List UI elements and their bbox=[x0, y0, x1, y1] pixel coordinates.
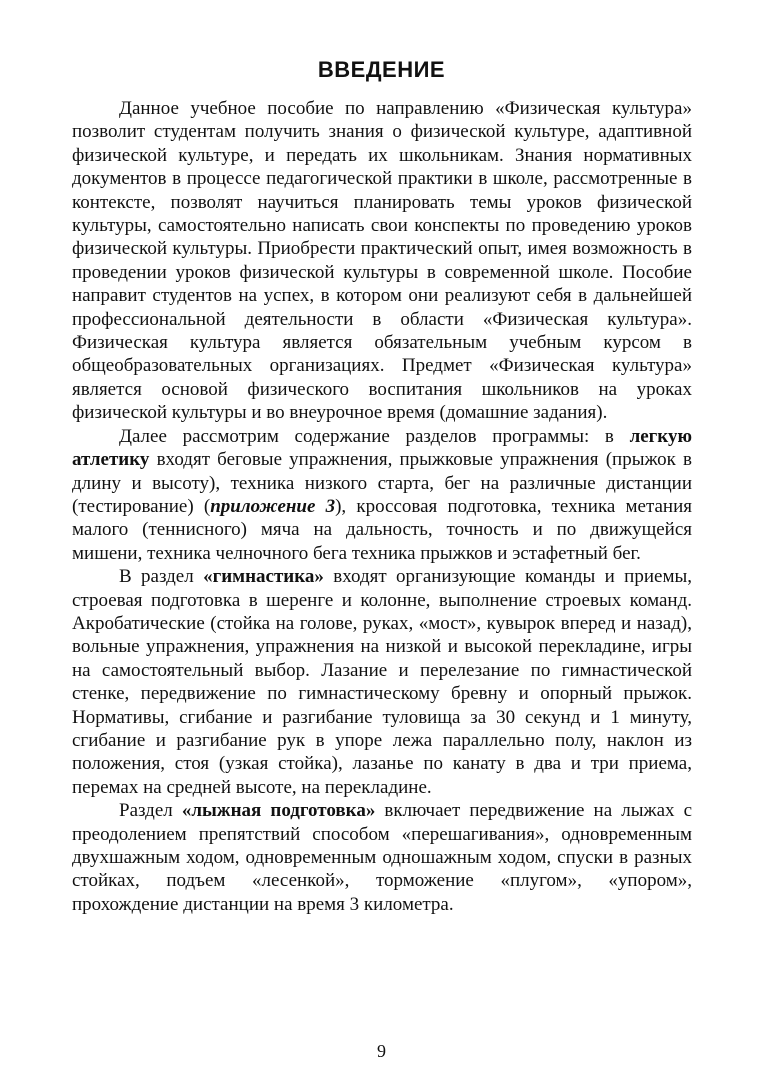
page-number: 9 bbox=[377, 1041, 386, 1061]
term-gymnastics: «гимнастика» bbox=[203, 566, 324, 588]
paragraph-intro bbox=[72, 97, 692, 425]
page-title: ВВЕДЕНИЕ bbox=[317, 57, 446, 82]
paragraph-gymnastics bbox=[72, 565, 692, 799]
paragraph-text: входят организующие команды и приемы, строевая подготовка в шеренге и колонне, выполнение строевых команд. Акробатические (стойка на голове, руках, «мост», кувырок вперед и назад), вольные упражнения, упражнения на низкой и высокой перекладине, игры на самостоятельный выбор. Лазание и перелезание по гимнастической стенке, передвижение по гимнастическому бревну и опорный прыжок. Нормативы, сгибание и разгибание туловища за 30 секунд и 1 минуту, сгибание и разгибание рук в упоре лежа параллельно полу, наклон из положения, стоя (узкая стойка), лазанье по канату в два и три приема, перемах на средней высоте, на перекладине. bbox=[72, 566, 692, 798]
paragraph-skiing bbox=[72, 799, 692, 916]
paragraph-text: Данное учебное пособие по направлению «Физическая культура» позволит студентам получить знания о физической культуре, адаптивной физической культуре, и передать их школьникам. Знания нормативных документов в процессе педагогической практики в школе, рассмотренные в контексте, позволят научиться планировать темы уроков физической культуры, самостоятельно написать свои конспекты по проведению уроков физической культуры. Приобрести практический опыт, имея возможность в проведении уроков физической культуры в современной школе. Пособие направит студентов на успех, в котором они реализуют себя в дальнейшей профессиональной деятельности в области «Физическая культура». Физическая культура является обязательным учебным курсом в общеобразовательных организациях. Предмет «Физическая культура» является основой физического воспитания школьников на уроках физической культуры и во внеурочное время (домашние задания). bbox=[72, 98, 692, 424]
paragraph-text: ), кроссовая подготовка, техника метания малого (теннисного) мяча на дальность, точность и по движущейся мишени, техника челночного бега техника прыжков и эстафетный бег. bbox=[72, 495, 692, 564]
paragraph-athletics bbox=[72, 425, 692, 565]
appendix-reference-text: приложение 3 bbox=[210, 495, 336, 517]
paragraph-text: включает передвижение на лыжах с преодолением препятствий способом «перешагивания», одновременным двухшажным ходом, одновременным одношажным ходом, спуски в разных стойках, подъем «лесенкой», торможение «плугом», «упором», прохождение дистанции на время 3 километра. bbox=[72, 800, 693, 915]
paragraph-text: входят беговые упражнения, прыжковые упражнения (прыжок в длину и высоту), техника низкого старта, бег на различные дистанции (тестирование) ( bbox=[72, 449, 692, 517]
term-athletics: легкую атлетику bbox=[72, 425, 692, 471]
body-text bbox=[72, 97, 692, 916]
paragraph-text: В раздел bbox=[119, 566, 204, 588]
paragraph-text: Далее рассмотрим содержание разделов программы: в bbox=[119, 425, 630, 447]
appendix-reference bbox=[210, 496, 335, 517]
paragraph-text: Раздел bbox=[119, 800, 182, 822]
term-skiing: «лыжная подготовка» bbox=[181, 800, 376, 822]
